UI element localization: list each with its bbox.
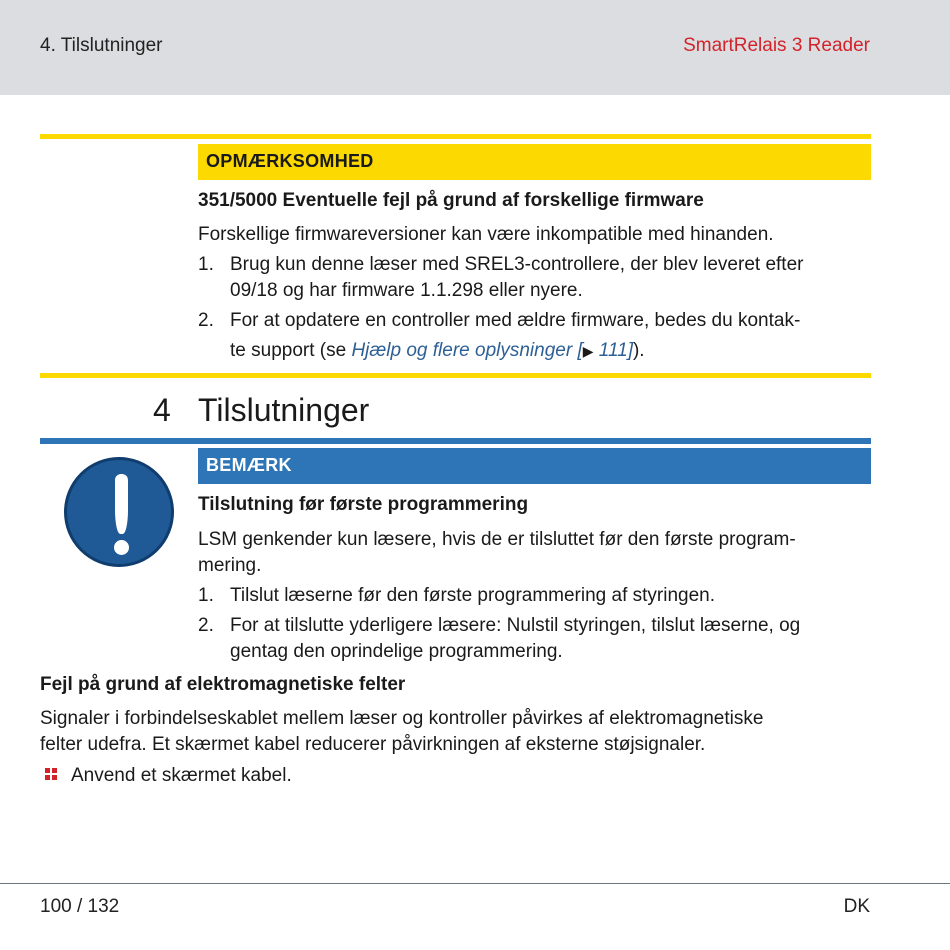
page-header [0, 0, 950, 95]
caution-item-2-post: ). [632, 340, 645, 361]
caution-item-2-line2 [230, 338, 645, 364]
page-arrow-icon: ▶ [582, 343, 594, 359]
language-code: DK [843, 896, 870, 917]
help-link[interactable] [351, 340, 633, 361]
caution-item-1-number: 1. [198, 254, 214, 275]
caution-label: OPMÆRKSOMHED [206, 151, 374, 171]
notice-intro-line2: mering. [198, 555, 262, 576]
help-link-page: 111] [593, 340, 633, 361]
caution-title: 351/5000 Eventuelle fejl på grund af forskellige firmware [198, 190, 704, 211]
bullet-square-icon [45, 768, 58, 781]
section-para-line2: felter udefra. Et skærmet kabel reducerer påvirkningen af eksterne støjsignaler. [40, 734, 706, 755]
header-product-name: SmartRelais 3 Reader [683, 35, 870, 56]
footer-rule [0, 883, 950, 884]
page-number: 100 / 132 [40, 896, 120, 917]
notice-title: Tilslutning før første programmering [198, 494, 529, 515]
caution-item-1-line2: 09/18 og har firmware 1.1.298 eller nyere. [230, 280, 583, 301]
notice-item-2-line1: For at tilslutte yderligere læsere: Nulstil styringen, tilslut læserne, og [230, 615, 801, 636]
section-bullet: Anvend et skærmet kabel. [71, 765, 292, 786]
chapter-title: Tilslutninger [198, 392, 370, 428]
notice-item-2-number: 2. [198, 615, 214, 636]
notice-item-1-number: 1. [198, 585, 214, 606]
notice-top-rule [40, 438, 871, 444]
notice-label: BEMÆRK [206, 455, 292, 475]
header-section-title: 4. Tilslutninger [40, 35, 163, 56]
caution-item-2-pre: te support (se [230, 340, 352, 361]
exclamation-icon [64, 457, 174, 567]
chapter-number: 4 [153, 392, 171, 428]
help-link-text: Hjælp og flere oplysninger [ [351, 340, 583, 361]
notice-item-1-line1: Tilslut læserne før den første programmering af styringen. [230, 585, 716, 606]
section-para-line1: Signaler i forbindelseskablet mellem læser og kontroller påvirkes af elektromagnetiske [40, 708, 764, 729]
caution-item-2-line1: For at opdatere en controller med ældre firmware, bedes du kontak- [230, 310, 801, 331]
caution-item-2-number: 2. [198, 310, 214, 331]
caution-label-band [198, 144, 871, 180]
caution-bottom-rule [40, 373, 871, 378]
caution-top-rule [40, 134, 871, 139]
notice-label-band [198, 448, 871, 484]
caution-item-1-line1: Brug kun denne læser med SREL3-controllere, der blev leveret efter [230, 254, 804, 275]
section-heading: Fejl på grund af elektromagnetiske felter [40, 674, 406, 695]
notice-item-2-line2: gentag den oprindelige programmering. [230, 641, 563, 662]
notice-intro-line1: LSM genkender kun læsere, hvis de er tilsluttet før den første program- [198, 529, 796, 550]
caution-intro: Forskellige firmwareversioner kan være inkompatible med hinanden. [198, 224, 774, 245]
